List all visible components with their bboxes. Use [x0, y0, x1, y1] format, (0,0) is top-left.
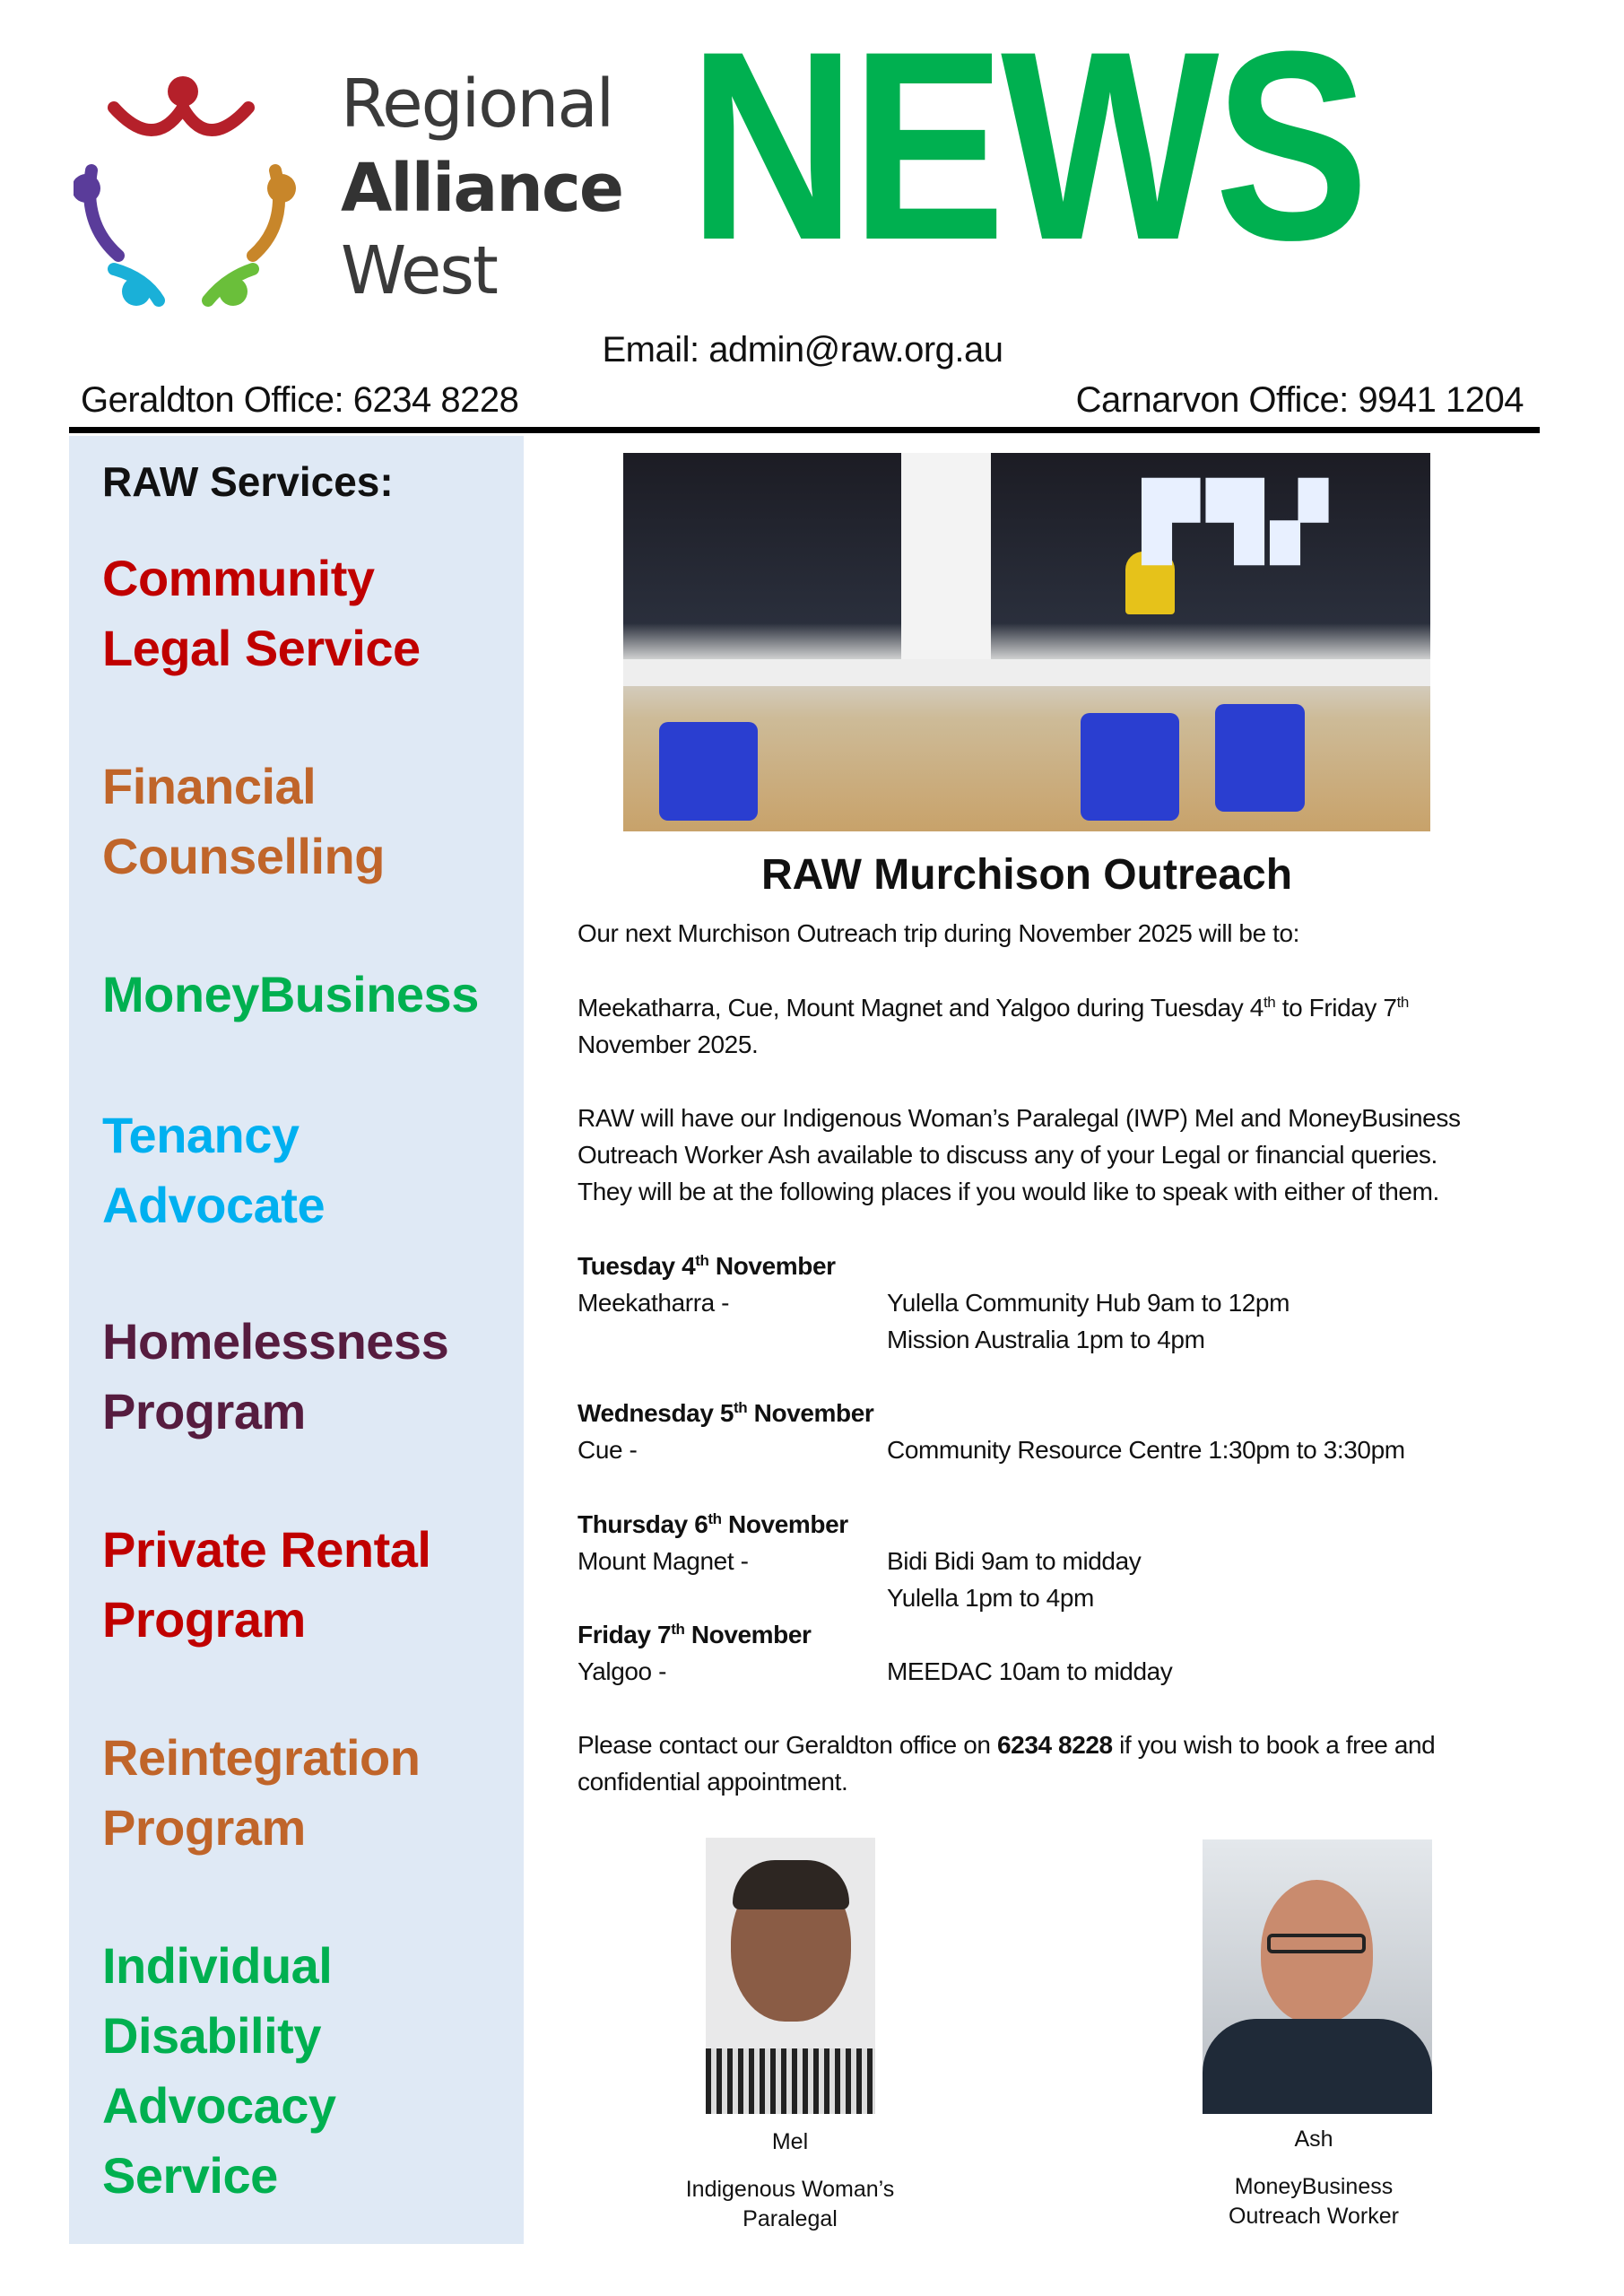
schedule-day: Friday 7th November: [578, 1621, 812, 1648]
article-title: RAW Murchison Outreach: [760, 851, 1293, 899]
schedule-time: Yulella 1pm to 4pm: [887, 1584, 1094, 1612]
service-item-line: Legal Service: [102, 620, 421, 676]
staff-role-mel: Indigenous Woman’s: [685, 2177, 895, 2202]
service-item-line: Service: [102, 2147, 278, 2204]
logo-text-west: West: [341, 232, 497, 309]
pcyc-sign-graphic: ▛▜▞: [1143, 482, 1336, 561]
article-intro: Our next Murchison Outreach trip during November 2025 will be to:: [578, 919, 1300, 947]
service-item-line: Financial: [102, 758, 317, 814]
service-item-line: Program: [102, 1799, 306, 1856]
outreach-stall-photo: [623, 453, 1430, 831]
schedule-day: Tuesday 4th November: [578, 1252, 836, 1280]
logo-text-regional: Regional: [341, 65, 613, 143]
service-item-line: Counselling: [102, 828, 385, 884]
ash-photo: [1203, 1839, 1432, 2114]
article-para-line: RAW will have our Indigenous Woman’s Paralegal (IWP) Mel and MoneyBusiness: [578, 1104, 1461, 1132]
carnarvon-office: Carnarvon Office: 9941 1204: [1075, 380, 1524, 420]
schedule-place: Yalgoo -: [578, 1657, 667, 1685]
raw-logo-icon: [74, 72, 298, 307]
schedule-place: Mount Magnet -: [578, 1547, 749, 1575]
schedule-place: Cue -: [578, 1436, 638, 1464]
service-item-line: Individual: [102, 1937, 333, 1994]
service-item-line: Homelessness: [102, 1313, 449, 1370]
schedule-time: MEEDAC 10am to midday: [887, 1657, 1173, 1685]
service-item-line: Private Rental: [102, 1521, 431, 1578]
staff-name-mel: Mel: [771, 2129, 809, 2154]
contact-paragraph-cont: confidential appointment.: [578, 1768, 848, 1796]
schedule-day: Wednesday 5th November: [578, 1399, 874, 1427]
article-para-line: They will be at the following places if you would like to speak with either of them.: [578, 1178, 1439, 1205]
schedule-time: Community Resource Centre 1:30pm to 3:30pm: [887, 1436, 1405, 1464]
logo-text-alliance: Alliance: [341, 150, 623, 227]
schedule-time: Bidi Bidi 9am to midday: [887, 1547, 1142, 1575]
service-item-line: Advocacy: [102, 2077, 336, 2134]
schedule-place: Meekatharra -: [578, 1289, 730, 1317]
staff-name-ash: Ash: [1294, 2126, 1333, 2152]
service-item-line: Advocate: [102, 1177, 326, 1233]
article-dates: Meekatharra, Cue, Mount Magnet and Yalgoo during Tuesday 4th to Friday 7th: [578, 994, 1409, 1022]
article-dates-cont: November 2025.: [578, 1031, 759, 1058]
schedule-day: Thursday 6th November: [578, 1510, 848, 1538]
service-item-line: Program: [102, 1383, 306, 1439]
contact-phone: 6234 8228: [996, 1731, 1113, 1759]
service-item-line: MoneyBusiness: [102, 966, 479, 1022]
service-item-line: Community: [102, 550, 375, 606]
email-line: Email: admin@raw.org.au: [602, 330, 1003, 370]
service-item-line: Reintegration: [102, 1729, 421, 1786]
schedule-time: Mission Australia 1pm to 4pm: [887, 1326, 1205, 1353]
service-item-line: Tenancy: [102, 1107, 300, 1163]
news-title: NEWS: [689, 0, 1365, 296]
staff-role-mel-cont: Paralegal: [743, 2206, 838, 2231]
service-item-line: Disability: [102, 2007, 321, 2064]
article-para-line: Outreach Worker Ash available to discuss any of your Legal or financial queries.: [578, 1141, 1437, 1169]
services-heading: RAW Services:: [102, 458, 394, 505]
geraldton-office: Geraldton Office: 6234 8228: [81, 380, 519, 420]
staff-role-ash: MoneyBusiness: [1234, 2174, 1394, 2199]
staff-role-ash-cont: Outreach Worker: [1229, 2204, 1399, 2229]
schedule-time: Yulella Community Hub 9am to 12pm: [887, 1289, 1290, 1317]
service-item-line: Program: [102, 1591, 306, 1648]
contact-paragraph: Please contact our Geraldton office on 6234 8228 if you wish to book a free and: [578, 1731, 1436, 1759]
mel-photo: [706, 1838, 875, 2114]
header-divider: [69, 427, 1540, 433]
